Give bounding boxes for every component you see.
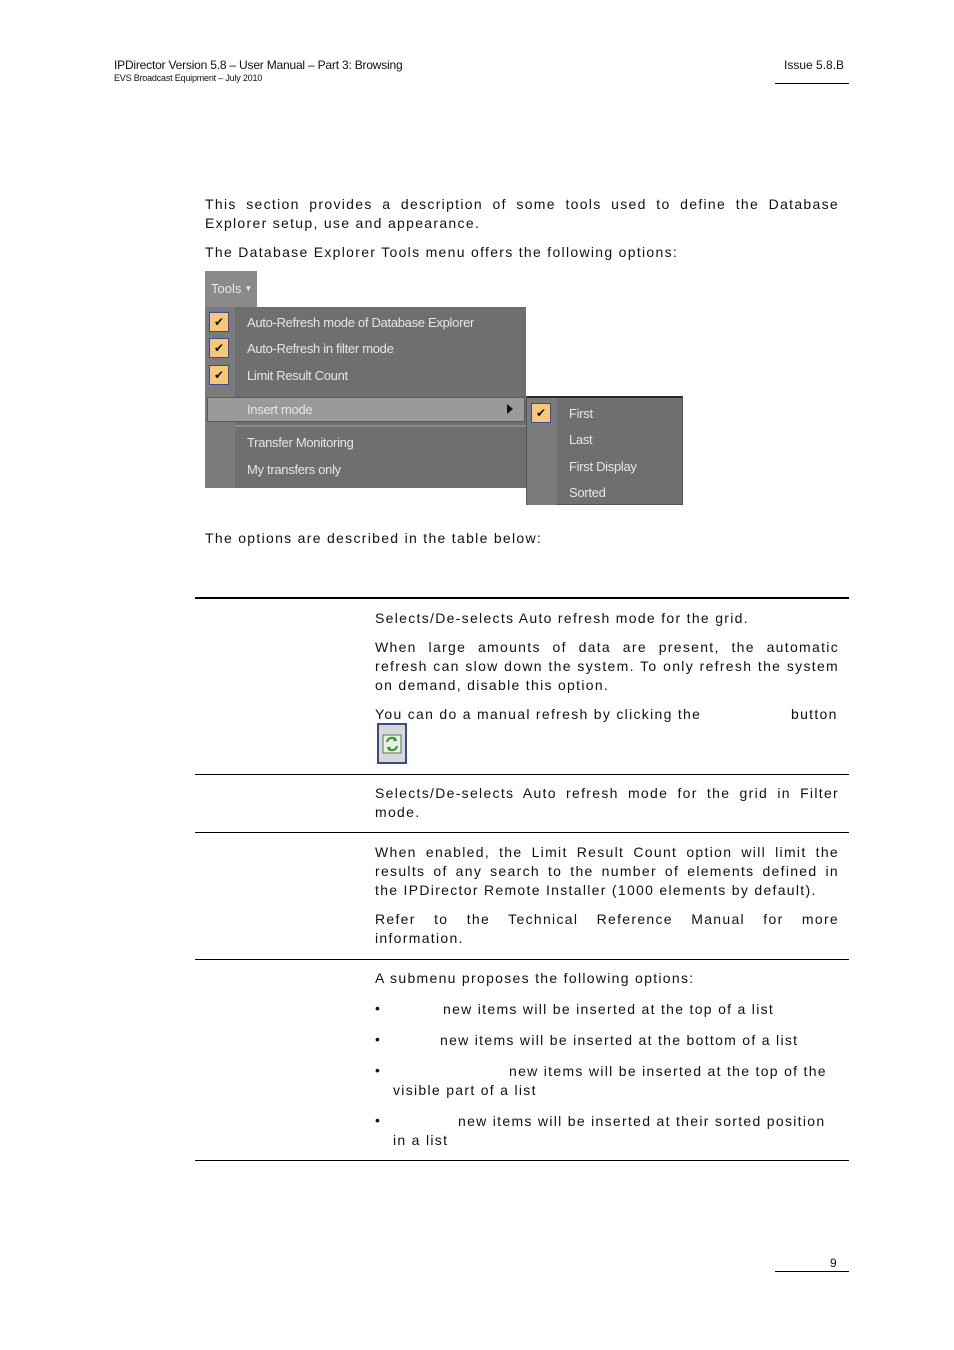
checkmark-icon: ✔: [209, 312, 229, 332]
row4-option-first-display-cont: visible part of a list: [393, 1082, 537, 1098]
submenu-item-last[interactable]: Last: [569, 432, 593, 447]
row4-option-sorted: new items will be inserted at their sorted position: [458, 1113, 826, 1129]
document-title: IPDirector Version 5.8 – User Manual – Part 3: Browsing: [114, 58, 403, 72]
submenu-arrow-icon: [507, 404, 513, 414]
row2-description: Selects/De-selects Auto refresh mode for the grid in Filter mode.: [375, 785, 839, 820]
table-top-rule: [195, 597, 849, 599]
row4-option-sorted-cont: in a list: [393, 1132, 449, 1148]
checkmark-icon: ✔: [531, 403, 551, 423]
submenu-item-first-display[interactable]: First Display: [569, 459, 637, 474]
row4-option-first-display: new items will be inserted at the top of the: [509, 1063, 827, 1079]
checkmark-icon: ✔: [209, 338, 229, 358]
row4-option-last: new items will be inserted at the bottom of a list: [440, 1032, 799, 1048]
issue-label: Issue 5.8.B: [784, 58, 845, 72]
row1-manual-refresh-text: You can do a manual refresh by clicking the: [375, 706, 702, 722]
row4-option-first: new items will be inserted at the top of a list: [443, 1001, 775, 1017]
chevron-down-icon: ▼: [244, 284, 253, 293]
tools-menu-screenshot: [205, 271, 685, 506]
table-row-rule: [195, 959, 849, 960]
table-row-rule: [195, 832, 849, 833]
row1-detail: When large amounts of data are present, the automatic refresh can slow down the system. To only refresh the system on demand, disable this option.: [375, 639, 839, 693]
footer-rule: [775, 1271, 849, 1272]
table-row-rule: [195, 774, 849, 775]
bullet-icon: •: [375, 1112, 380, 1128]
row3-description: When enabled, the Limit Result Count option will limit the results of any search to the number of elements defined in the IPDirector Remote Installer (1000 elements by default).: [375, 844, 839, 898]
menu-separator: [235, 425, 526, 427]
menu-item-my-transfers[interactable]: My transfers only: [247, 462, 341, 477]
menu-item-auto-refresh-filter[interactable]: Auto-Refresh in filter mode: [247, 341, 394, 356]
row1-button-word: button: [791, 706, 838, 722]
tools-dropdown: [205, 307, 526, 488]
submenu-item-first[interactable]: First: [569, 406, 593, 421]
checkmark-icon: ✔: [209, 365, 229, 385]
row3-reference: Refer to the Technical Reference Manual for more information.: [375, 911, 839, 946]
menu-item-insert-mode[interactable]: Insert mode: [247, 402, 313, 417]
table-intro: The options are described in the table below:: [205, 530, 543, 546]
row1-description: Selects/De-selects Auto refresh mode for the grid.: [375, 610, 749, 626]
document-subtitle: EVS Broadcast Equipment – July 2010: [114, 73, 263, 83]
menu-item-auto-refresh[interactable]: Auto-Refresh mode of Database Explorer: [247, 315, 475, 330]
menu-item-transfer-monitoring[interactable]: Transfer Monitoring: [247, 435, 354, 450]
insert-mode-submenu: [526, 396, 683, 505]
page-number: 9: [830, 1256, 837, 1270]
table-bottom-rule: [195, 1160, 849, 1161]
bullet-icon: •: [375, 1031, 380, 1047]
tools-menu-button[interactable]: [205, 271, 257, 307]
bullet-icon: •: [375, 1062, 380, 1078]
intro-paragraph: This section provides a description of some tools used to define the Database Explorer setup, use and appearance.: [205, 196, 839, 231]
submenu-item-sorted[interactable]: Sorted: [569, 485, 606, 500]
refresh-icon[interactable]: [377, 723, 407, 764]
tools-menu-intro: The Database Explorer Tools menu offers the following options:: [205, 244, 679, 260]
tools-label: Tools: [211, 281, 242, 296]
menu-item-limit-result-count[interactable]: Limit Result Count: [247, 368, 348, 383]
bullet-icon: •: [375, 1000, 380, 1016]
header-rule: [775, 83, 849, 84]
row4-description: A submenu proposes the following options:: [375, 970, 695, 986]
